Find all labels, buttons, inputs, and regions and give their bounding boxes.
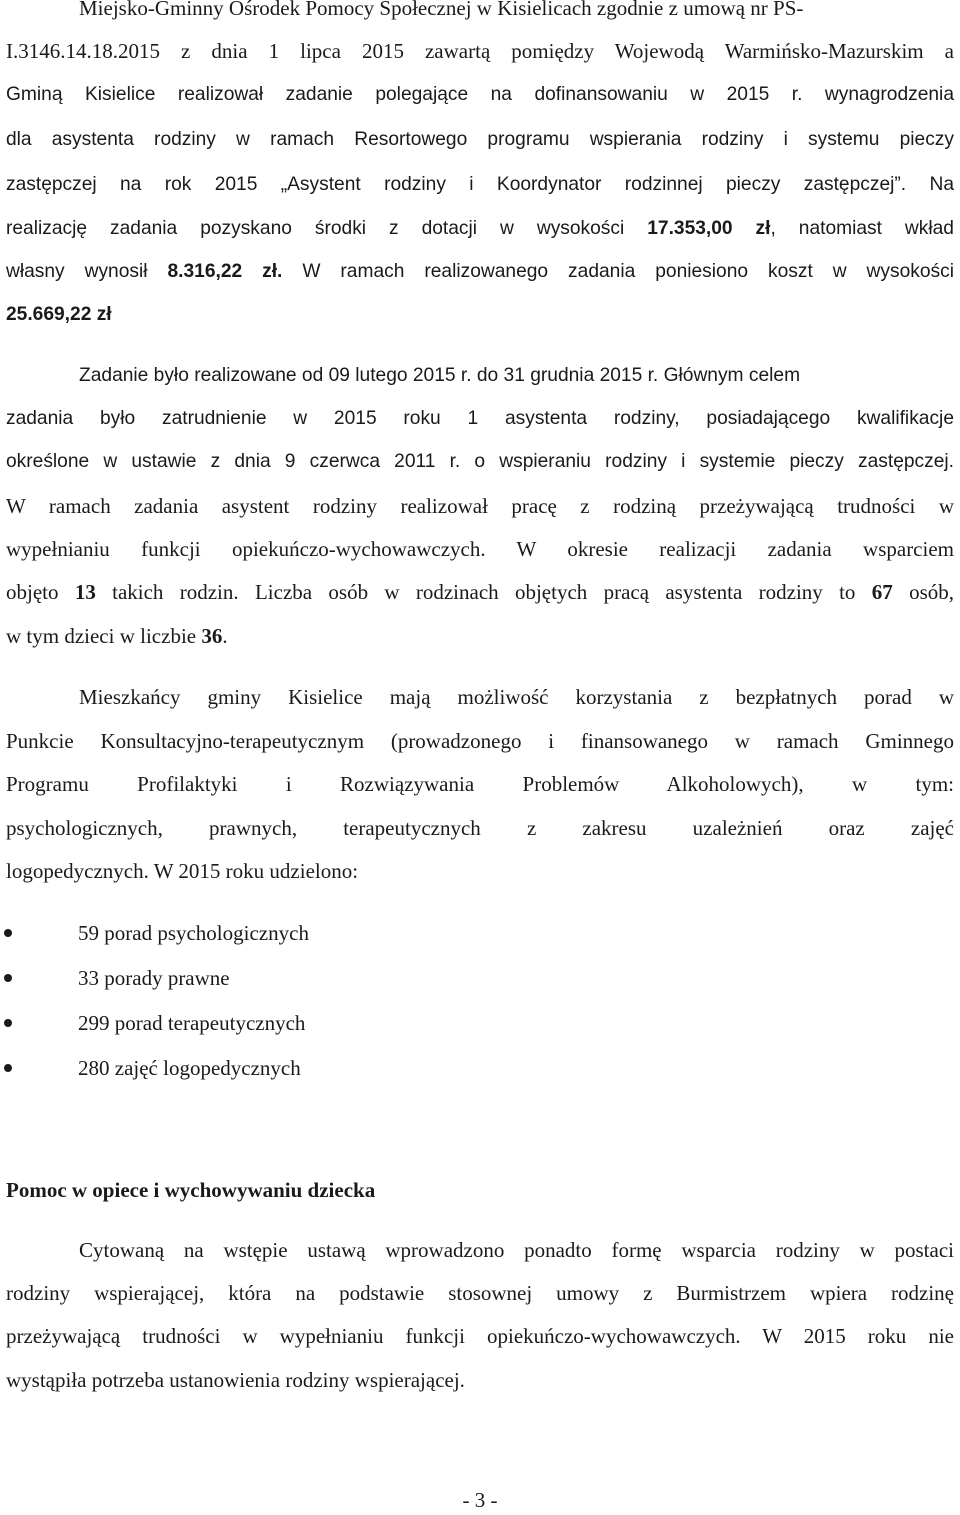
- para2-line4: W ramach zadania asystent rodziny realizował pracę z rodziną przeżywającą trudności w: [6, 494, 954, 518]
- para2-line7: w tym dzieci w liczbie 36.: [6, 624, 228, 648]
- bullet-dot: [4, 1019, 12, 1027]
- para4-line1: Cytowaną na wstępie ustawą wprowadzono ponadto formę wsparcia rodziny w postaci: [79, 1238, 954, 1262]
- para2-line5: wypełnianiu funkcji opiekuńczo-wychowawczych. W okresie realizacji zadania wsparciem: [6, 537, 954, 561]
- total-cost-amount: 25.669,22 zł: [6, 304, 112, 325]
- para1-line1: Miejsko-Gminny Ośrodek Pomocy Społecznej w Kisielicach zgodnie z umową nr PS-: [79, 0, 804, 20]
- para3-line3: Programu Profilaktyki i Rozwiązywania Problemów Alkoholowych), w tym:: [6, 772, 954, 796]
- para2-line3: określone w ustawie z dnia 9 czerwca 2011 r. o wspieraniu rodziny i systemie pieczy zastępczej.: [6, 451, 954, 472]
- bullet-dot: [4, 974, 12, 982]
- para4-line3: przeżywającą trudności w wypełnianiu funkcji opiekuńczo-wychowawczych. W 2015 roku nie: [6, 1324, 954, 1348]
- list-item: 59 porad psychologicznych: [78, 921, 309, 945]
- bullet-dot: [4, 1064, 12, 1072]
- bullet-dot: [4, 929, 12, 937]
- para1-line7: własny wynosił 8.316,22 zł. W ramach realizowanego zadania poniesiono koszt w wysokości: [6, 261, 954, 282]
- para4-line4: wystąpiła potrzeba ustanowienia rodziny wspierającej.: [6, 1368, 465, 1392]
- para3-line2: Punkcie Konsultacyjno-terapeutycznym (prowadzonego i finansowanego w ramach Gminnego: [6, 729, 954, 753]
- page-number: - 3 -: [462, 1488, 498, 1512]
- para3-line4: psychologicznych, prawnych, terapeutycznych z zakresu uzależnień oraz zajęć: [6, 816, 954, 840]
- para2-line2: zadania było zatrudnienie w 2015 roku 1 asystenta rodziny, posiadającego kwalifikacje: [6, 408, 954, 429]
- para1-line6: realizację zadania pozyskano środki z dotacji w wysokości 17.353,00 zł, natomiast wkład: [6, 218, 954, 239]
- list-item: 299 porad terapeutycznych: [78, 1011, 306, 1035]
- grant-amount: 17.353,00 zł: [647, 218, 771, 239]
- para1-line3: Gminą Kisielice realizował zadanie polegające na dofinansowaniu w 2015 r. wynagrodzenia: [6, 84, 954, 105]
- persons-count: 67: [871, 580, 893, 604]
- list-item: 280 zajęć logopedycznych: [78, 1056, 301, 1080]
- para2-line6: objęto 13 takich rodzin. Liczba osób w rodzinach objętych pracą asystenta rodziny to 67 osób,: [6, 580, 954, 604]
- families-count: 13: [74, 580, 96, 604]
- para1-line5: zastępczej na rok 2015 „Asystent rodziny i Koordynator rodzinnej pieczy zastępczej”. Na: [6, 174, 954, 195]
- list-item: 33 porady prawne: [78, 966, 230, 990]
- para1-line4: dla asystenta rodziny w ramach Resortowego programu wspierania rodziny i systemu pieczy: [6, 129, 954, 150]
- section-heading: Pomoc w opiece i wychowywaniu dziecka: [6, 1178, 376, 1202]
- para1-line2: I.3146.14.18.2015 z dnia 1 lipca 2015 zawartą pomiędzy Wojewodą Warmińsko-Mazurskim a: [6, 39, 954, 63]
- para2-line1: Zadanie było realizowane od 09 lutego 2015 r. do 31 grudnia 2015 r. Głównym celem: [79, 365, 801, 386]
- para4-line2: rodziny wspierającej, która na podstawie stosownej umowy z Burmistrzem wpiera rodzinę: [6, 1281, 954, 1305]
- children-count: 36: [201, 624, 223, 648]
- para3-line1: Mieszkańcy gminy Kisielice mają możliwość korzystania z bezpłatnych porad w: [79, 685, 954, 709]
- para3-line5: logopedycznych. W 2015 roku udzielono:: [6, 859, 359, 883]
- own-contribution-amount: 8.316,22 zł.: [167, 261, 283, 282]
